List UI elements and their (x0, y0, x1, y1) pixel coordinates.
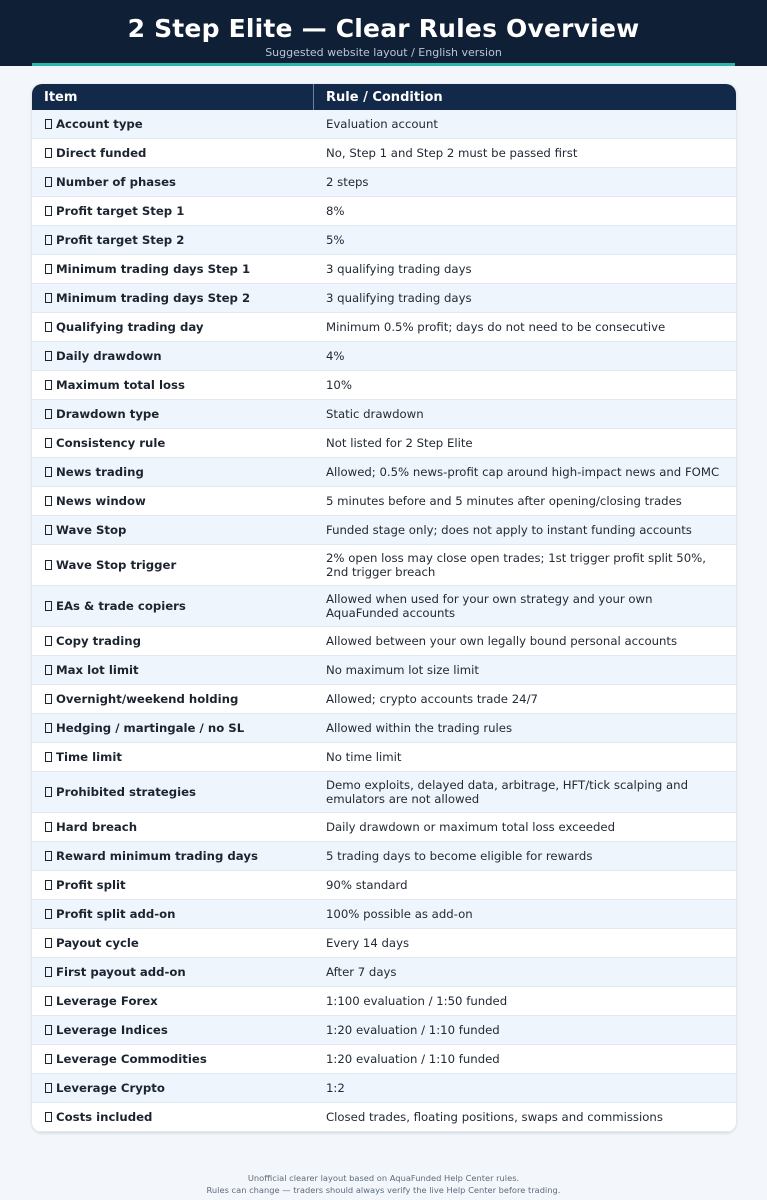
row-rule-cell: Funded stage only; does not apply to instant funding accounts (326, 523, 692, 537)
row-rule-cell: 1:20 evaluation / 1:10 funded (326, 1052, 500, 1066)
box-icon (45, 1112, 52, 1122)
box-icon (45, 119, 52, 129)
row-item-cell (32, 685, 314, 713)
row-rule-cell: Allowed within the trading rules (326, 721, 513, 735)
row-item-label: Minimum trading days Step 1 (56, 262, 251, 276)
row-rule-cell: Evaluation account (326, 117, 438, 131)
table-row (32, 656, 736, 685)
row-rule-cell: 100% possible as add-on (326, 907, 473, 921)
row-item-cell (32, 772, 314, 812)
row-item-cell (32, 371, 314, 399)
box-icon (45, 496, 52, 506)
table-body (32, 110, 736, 1132)
footer-line-2: Rules can change — traders should always verify the live Help Center before trading. (206, 1185, 561, 1195)
row-item-label: Profit target Step 2 (56, 233, 185, 247)
table-row (32, 255, 736, 284)
table-row (32, 487, 736, 516)
table-row (32, 1045, 736, 1074)
table-row (32, 1016, 736, 1045)
row-item-cell (32, 110, 314, 138)
box-icon (45, 694, 52, 704)
row-item-label: Number of phases (56, 175, 177, 189)
row-rule-cell: 2 steps (326, 175, 369, 189)
row-item-label: Qualifying trading day (56, 320, 204, 334)
row-item-cell (32, 458, 314, 486)
row-item-label: Account type (56, 117, 143, 131)
row-item-cell (32, 226, 314, 254)
table-row (32, 400, 736, 429)
box-icon (45, 560, 52, 570)
box-icon (45, 1025, 52, 1035)
row-item-label: First payout add-on (56, 965, 186, 979)
row-item-label: Minimum trading days Step 2 (56, 291, 251, 305)
table-row (32, 586, 736, 627)
row-rule-cell: 90% standard (326, 878, 408, 892)
row-item-cell (32, 1103, 314, 1131)
row-item-label: Overnight/weekend holding (56, 692, 239, 706)
box-icon (45, 665, 52, 675)
row-rule-cell: Closed trades, floating positions, swaps and commissions (326, 1110, 663, 1124)
row-item-cell (32, 900, 314, 928)
row-rule-cell: Every 14 days (326, 936, 410, 950)
row-item-label: Profit target Step 1 (56, 204, 185, 218)
row-item-cell (32, 1016, 314, 1044)
row-rule-cell: 3 qualifying trading days (326, 262, 472, 276)
row-item-label: Wave Stop (56, 523, 127, 537)
box-icon (45, 148, 52, 158)
row-rule-cell: No time limit (326, 750, 402, 764)
row-item-cell (32, 627, 314, 655)
row-rule-cell: 2% open loss may close open trades; 1st trigger profit split 50%, 2nd trigger breach (326, 551, 706, 579)
row-item-label: Payout cycle (56, 936, 139, 950)
row-item-label: Maximum total loss (56, 378, 185, 392)
row-rule-cell: 8% (326, 204, 345, 218)
table-row (32, 714, 736, 743)
box-icon (45, 909, 52, 919)
table-row (32, 685, 736, 714)
footer-line-1: Unofficial clearer layout based on AquaFunded Help Center rules. (247, 1173, 520, 1183)
row-item-label: Consistency rule (56, 436, 166, 450)
row-item-label: Hard breach (56, 820, 138, 834)
table-row (32, 226, 736, 255)
box-icon (45, 206, 52, 216)
table-row (32, 813, 736, 842)
row-rule-cell: 1:2 (326, 1081, 345, 1095)
row-item-cell (32, 429, 314, 457)
table-row (32, 929, 736, 958)
row-item-label: Copy trading (56, 634, 141, 648)
box-icon (45, 293, 52, 303)
table-row (32, 139, 736, 168)
row-rule-cell: 5 trading days to become eligible for rewards (326, 849, 593, 863)
box-icon (45, 996, 52, 1006)
box-icon (45, 1083, 52, 1093)
row-item-cell (32, 545, 314, 585)
row-item-label: Leverage Indices (56, 1023, 168, 1037)
accent-divider (32, 63, 735, 66)
row-item-cell (32, 197, 314, 225)
box-icon (45, 851, 52, 861)
table-row (32, 627, 736, 656)
row-rule-cell: Static drawdown (326, 407, 424, 421)
table-row (32, 772, 736, 813)
row-rule-cell: Allowed; crypto accounts trade 24/7 (326, 692, 538, 706)
row-item-cell (32, 586, 314, 626)
row-rule-cell: 10% (326, 378, 352, 392)
table-row (32, 371, 736, 400)
box-icon (45, 938, 52, 948)
row-rule-cell: 5 minutes before and 5 minutes after opening/closing trades (326, 494, 682, 508)
page-header (0, 0, 767, 66)
box-icon (45, 235, 52, 245)
table-row (32, 545, 736, 586)
box-icon (45, 636, 52, 646)
page-subtitle: Suggested website layout / English version (265, 46, 502, 59)
row-rule-cell: 5% (326, 233, 345, 247)
row-item-label: Hedging / martingale / no SL (56, 721, 245, 735)
row-item-cell (32, 958, 314, 986)
column-header-item: Item (32, 84, 314, 110)
box-icon (45, 351, 52, 361)
table-row (32, 429, 736, 458)
row-rule-cell: Not listed for 2 Step Elite (326, 436, 473, 450)
box-icon (45, 177, 52, 187)
table-row (32, 284, 736, 313)
page-title: 2 Step Elite — Clear Rules Overview (127, 14, 640, 43)
row-item-label: Daily drawdown (56, 349, 162, 363)
box-icon (45, 880, 52, 890)
column-header-rule: Rule / Condition (326, 90, 443, 105)
row-item-cell (32, 929, 314, 957)
table-row (32, 743, 736, 772)
row-item-label: Time limit (56, 750, 122, 764)
row-item-cell (32, 139, 314, 167)
box-icon (45, 787, 52, 797)
table-header (32, 84, 736, 110)
row-item-label: Reward minimum trading days (56, 849, 258, 863)
row-rule-cell: 1:20 evaluation / 1:10 funded (326, 1023, 500, 1037)
table-row (32, 1103, 736, 1132)
row-item-label: Leverage Forex (56, 994, 158, 1008)
row-item-label: Drawdown type (56, 407, 160, 421)
row-rule-cell: Allowed; 0.5% news-profit cap around high-impact news and FOMC (326, 465, 720, 479)
row-item-cell (32, 516, 314, 544)
table-row (32, 987, 736, 1016)
row-item-cell (32, 400, 314, 428)
row-item-cell (32, 1045, 314, 1073)
row-item-cell (32, 871, 314, 899)
row-item-label: Prohibited strategies (56, 785, 196, 799)
row-item-label: Leverage Commodities (56, 1052, 207, 1066)
box-icon (45, 1054, 52, 1064)
rules-table (32, 84, 736, 1132)
row-rule-cell: 4% (326, 349, 345, 363)
box-icon (45, 438, 52, 448)
row-item-label: Profit split add-on (56, 907, 176, 921)
table-row (32, 958, 736, 987)
table-row (32, 458, 736, 487)
row-item-cell (32, 168, 314, 196)
row-item-cell (32, 714, 314, 742)
row-item-label: Leverage Crypto (56, 1081, 165, 1095)
box-icon (45, 409, 52, 419)
row-item-cell (32, 842, 314, 870)
row-item-cell (32, 284, 314, 312)
row-rule-cell: 3 qualifying trading days (326, 291, 472, 305)
row-item-label: Profit split (56, 878, 126, 892)
table-row (32, 110, 736, 139)
row-item-cell (32, 487, 314, 515)
row-item-label: Wave Stop trigger (56, 558, 177, 572)
row-item-cell (32, 987, 314, 1015)
box-icon (45, 601, 52, 611)
row-rule-cell: Allowed between your own legally bound personal accounts (326, 634, 678, 648)
table-row (32, 900, 736, 929)
row-rule-cell: Demo exploits, delayed data, arbitrage, HFT/tick scalping and emulators are not allowed (326, 778, 688, 806)
box-icon (45, 322, 52, 332)
row-rule-cell: Allowed when used for your own strategy and your own AquaFunded accounts (326, 592, 653, 620)
box-icon (45, 380, 52, 390)
table-row (32, 342, 736, 371)
row-rule-cell: After 7 days (326, 965, 397, 979)
table-row (32, 168, 736, 197)
row-rule-cell: No, Step 1 and Step 2 must be passed first (326, 146, 578, 160)
box-icon (45, 467, 52, 477)
table-row (32, 197, 736, 226)
row-item-cell (32, 313, 314, 341)
footer-note (0, 1172, 767, 1196)
box-icon (45, 723, 52, 733)
row-item-cell (32, 813, 314, 841)
row-item-label: News window (56, 494, 146, 508)
row-item-cell (32, 255, 314, 283)
table-row (32, 516, 736, 545)
row-item-label: News trading (56, 465, 144, 479)
box-icon (45, 264, 52, 274)
table-row (32, 1074, 736, 1103)
row-rule-cell: Daily drawdown or maximum total loss exceeded (326, 820, 616, 834)
table-row (32, 313, 736, 342)
row-item-cell (32, 656, 314, 684)
box-icon (45, 822, 52, 832)
row-rule-cell: Minimum 0.5% profit; days do not need to be consecutive (326, 320, 666, 334)
row-item-cell (32, 1074, 314, 1102)
box-icon (45, 752, 52, 762)
box-icon (45, 525, 52, 535)
row-rule-cell: 1:100 evaluation / 1:50 funded (326, 994, 508, 1008)
row-item-label: Direct funded (56, 146, 147, 160)
table-row (32, 842, 736, 871)
row-item-label: Costs included (56, 1110, 153, 1124)
row-item-cell (32, 743, 314, 771)
row-item-cell (32, 342, 314, 370)
row-item-label: Max lot limit (56, 663, 139, 677)
row-item-label: EAs & trade copiers (56, 599, 186, 613)
table-row (32, 871, 736, 900)
row-rule-cell: No maximum lot size limit (326, 663, 479, 677)
box-icon (45, 967, 52, 977)
